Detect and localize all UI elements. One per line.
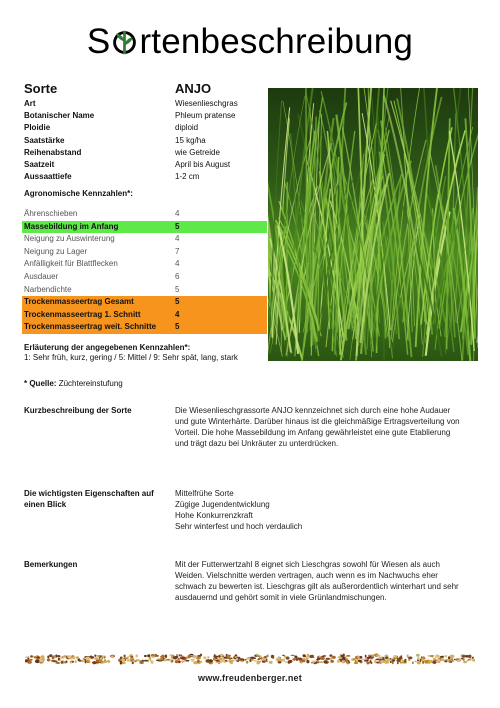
- properties-label: [24, 488, 169, 510]
- remarks-label: Bemerkungen: [24, 560, 78, 569]
- agronomic-value: 4: [175, 234, 180, 244]
- variety-value: ANJO: [175, 81, 212, 96]
- fact-value: April bis August: [175, 159, 231, 169]
- label-line: einen Blick: [24, 500, 67, 509]
- agronomic-value: 5: [175, 297, 180, 307]
- agronomic-table: [22, 208, 267, 334]
- fact-value: Phleum pratense: [175, 111, 236, 121]
- fact-label: Saatstärke: [24, 135, 65, 145]
- agronomic-value: 4: [175, 209, 180, 218]
- fact-label: Aussaattiefe: [24, 172, 72, 182]
- fact-value: 1-2 cm: [175, 172, 200, 182]
- text-line: Die Wiesenlieschgrassorte ANJO kennzeichnet sich durch eine hohe Audauer: [175, 406, 451, 415]
- agronomic-label: Neigung zu Auswinterung: [24, 234, 115, 244]
- legend-text: 1: Sehr früh, kurz, gering / 5: Mittel / 9: Sehr spät, lang, stark: [24, 353, 238, 362]
- fact-row: [24, 171, 264, 183]
- agronomic-label: Trockenmasseertrag Gesamt: [24, 297, 134, 307]
- agronomic-label: Neigung zu Lager: [24, 246, 88, 256]
- agronomic-value: 6: [175, 271, 180, 281]
- agronomic-label: Anfälligkeit für Blattflecken: [24, 259, 118, 269]
- agronomic-row: [22, 284, 267, 297]
- fact-row: [24, 98, 264, 110]
- source-line: [24, 379, 123, 388]
- agronomic-label: Narbendichte: [24, 284, 72, 294]
- agronomic-value: 5: [175, 221, 180, 231]
- leaf-logo-icon: [111, 29, 138, 56]
- legend-heading: Erläuterung der angegebenen Kennzahlen*:: [24, 343, 191, 352]
- agronomic-row-highlight-green: [22, 221, 267, 234]
- fact-row: [24, 159, 264, 171]
- fact-label: Saatzeit: [24, 159, 55, 169]
- fact-value: Wiesenlieschgras: [175, 99, 238, 108]
- text-line: ausdauernd und gehört somit in viele Grünlandmischungen.: [175, 593, 387, 602]
- text-line: schwach zu bewerten ist. Lieschgras gilt als außerordentlich winterhart und sehr: [175, 582, 459, 591]
- remarks-text: [175, 559, 480, 603]
- label-line: Die wichtigsten Eigenschaften auf: [24, 489, 154, 498]
- agronomic-value: 5: [175, 284, 180, 294]
- agronomic-label: Trockenmasseertrag weit. Schnitte: [24, 322, 157, 332]
- agronomic-label: Ausdauer: [24, 271, 59, 281]
- fact-row: [24, 110, 264, 122]
- text-line: und gute Winterhärte. Darüber hinaus ist die gleichmäßige Ertragsverteilung von: [175, 417, 460, 426]
- properties-list: [175, 488, 480, 532]
- property-item: Hohe Konkurrenzkraft: [175, 511, 253, 520]
- fact-label: Botanischer Name: [24, 111, 95, 121]
- variety-row: [24, 81, 264, 96]
- fact-value: 15 kg/ha: [175, 135, 206, 145]
- fact-label: Ploidie: [24, 123, 51, 133]
- fact-label: Art: [24, 99, 36, 108]
- fact-value: diploid: [175, 123, 199, 133]
- agronomic-label: Trockenmasseertrag 1. Schnitt: [24, 309, 141, 319]
- fact-value: wie Getreide: [175, 147, 220, 157]
- title-part-2: rtenbeschreibung: [139, 22, 414, 61]
- agronomic-value: 4: [175, 309, 180, 319]
- agronomic-value: 4: [175, 259, 180, 269]
- grass-photo: [268, 88, 478, 361]
- fact-label: Reihenabstand: [24, 147, 82, 157]
- property-item: Mittelfrühe Sorte: [175, 489, 234, 498]
- page-title: [0, 22, 500, 62]
- seed-strip-image: [25, 652, 475, 666]
- title-part-1: S: [86, 22, 111, 61]
- source-value: Züchtereinstufung: [58, 379, 123, 388]
- facts-list: [24, 98, 264, 183]
- agronomic-row-highlight-orange: [22, 309, 267, 322]
- text-line: Weiden. Vielschnitte werden vertragen, auch wenn es im Nachwuchs eher: [175, 571, 438, 580]
- agronomic-row: [22, 246, 267, 259]
- short-description-text: [175, 405, 480, 449]
- agronomic-row: [22, 208, 267, 221]
- property-item: Sehr winterfest und hoch verdaulich: [175, 522, 303, 531]
- website-link[interactable]: www.freudenberger.net: [198, 673, 302, 683]
- text-line: Mit der Futterwertzahl 8 eignet sich Lieschgras sowohl für Wiesen als auch: [175, 560, 441, 569]
- fact-row: [24, 122, 264, 134]
- agronomic-row-highlight-orange: [22, 321, 267, 334]
- agronomic-value: 7: [175, 246, 180, 256]
- text-line: und trägt dazu bei Unkräuter zu unterdrücken.: [175, 439, 339, 448]
- agronomic-label: Massebildung im Anfang: [24, 221, 119, 231]
- agronomic-value: 5: [175, 322, 180, 332]
- agronomic-label: Ährenschieben: [24, 209, 78, 218]
- source-label: * Quelle:: [24, 379, 57, 388]
- fact-row: [24, 147, 264, 159]
- agronomic-row-highlight-orange: [22, 296, 267, 309]
- variety-label: Sorte: [24, 81, 58, 96]
- agronomic-row: [22, 258, 267, 271]
- agronomic-heading: Agronomische Kennzahlen*:: [24, 189, 133, 198]
- text-line: Vorteil. Die hohe Massebildung im Anfang gewährleistet eine gute Etablierung: [175, 428, 451, 437]
- fact-row: [24, 135, 264, 147]
- agronomic-row: [22, 233, 267, 246]
- short-description-label: Kurzbeschreibung der Sorte: [24, 406, 132, 415]
- property-item: Zügige Jugendentwicklung: [175, 500, 270, 509]
- agronomic-row: [22, 271, 267, 284]
